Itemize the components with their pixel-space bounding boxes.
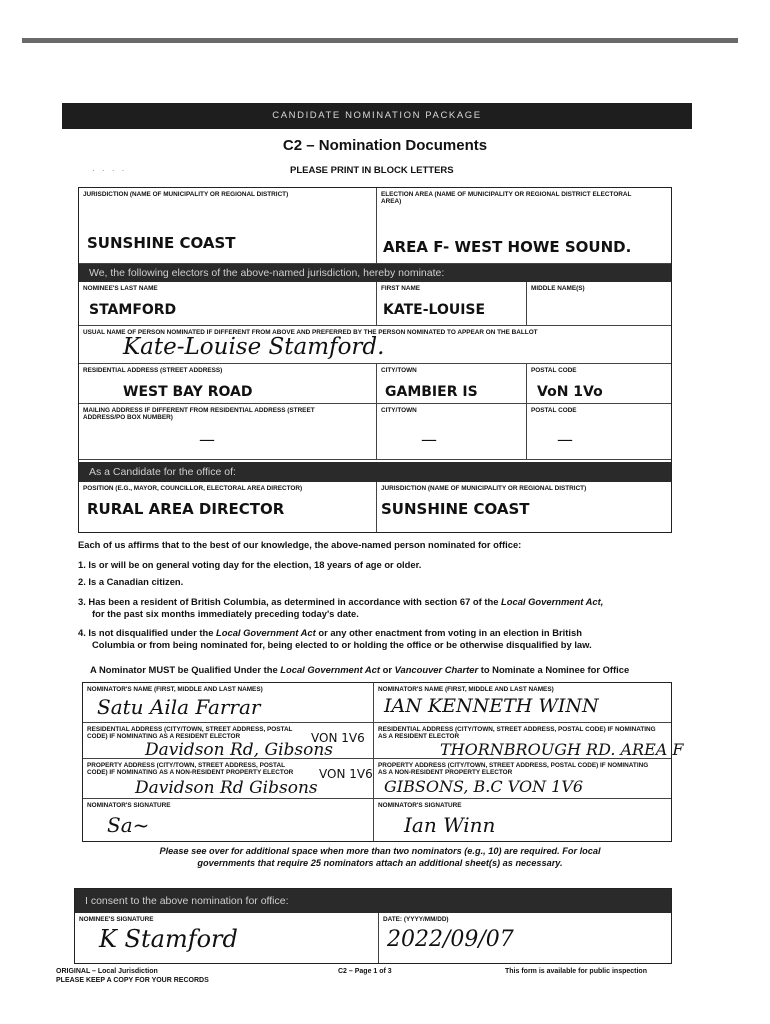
affirm-item-3 xyxy=(78,596,678,608)
nominee-form xyxy=(78,187,672,533)
nominator-2-signature: Ian Winn xyxy=(404,813,496,837)
middle-name-label: MIDDLE NAME(S) xyxy=(531,285,585,292)
nominator-1-res-label: RESIDENTIAL ADDRESS (CITY/TOWN, STREET ADDRESS, POSTAL CODE) IF NOMINATING AS A RESIDENT ELECTOR xyxy=(87,726,293,741)
affirm-item-4-start: 4. Is not disqualified under the xyxy=(78,627,217,638)
nominator-1-prop-postal: VON 1V6 xyxy=(319,767,373,781)
position-cell xyxy=(79,482,377,532)
nominee-signature: K Stamford xyxy=(99,925,238,953)
affirm-item-4-end: Columbia or from being nominated for, being elected to or holding the office or be otherwise disqualified by law. xyxy=(92,639,592,650)
election-area-value: AREA F- WEST HOWE SOUND. xyxy=(383,238,632,256)
affirm-item-4-mid: or any other enactment from voting in an election in British xyxy=(315,627,582,638)
consent-date-cell xyxy=(379,913,671,963)
jurisdiction-cell xyxy=(79,188,377,263)
mailing-city-label: CITY/TOWN xyxy=(381,407,417,414)
affirm-intro: Each of us affirms that to the best of our knowledge, the above-named person nominated for office: xyxy=(78,539,522,550)
consent-date-label: DATE: (YYYY/MM/DD) xyxy=(383,916,449,923)
consent-row xyxy=(75,913,671,963)
nominator-2-sig-row xyxy=(374,799,671,841)
nominator-1-prop-label: PROPERTY ADDRESS (CITY/TOWN, STREET ADDRESS, POSTAL CODE) IF NOMINATING AS A NON-RESIDENT PROPERTY ELECTOR xyxy=(87,762,294,777)
nominator-2-name-label: NOMINATOR'S NAME (FIRST, MIDDLE AND LAST NAMES) xyxy=(378,686,554,693)
usual-name-label: USUAL NAME OF PERSON NOMINATED IF DIFFERENT FROM ABOVE AND PREFERRED BY THE PERSON NOMINATED TO APPEAR ON THE BALLOT xyxy=(83,329,538,336)
nominator-1-name: Satu Aila Farrar xyxy=(97,695,261,719)
mailing-postal-cell xyxy=(527,404,673,459)
postal-value: VoN 1Vo xyxy=(537,384,603,400)
faint-scan-text: · · · · xyxy=(92,165,127,176)
nominator-2-prop-row xyxy=(374,759,671,799)
residential-address-cell xyxy=(79,364,377,403)
footer-left xyxy=(56,967,209,986)
middle-name-cell xyxy=(527,282,673,325)
nominator-heading-a: A Nominator MUST be Qualified Under the xyxy=(90,664,281,675)
footer-original: ORIGINAL – Local Jurisdiction xyxy=(56,968,158,975)
nominator-heading-act: Local Government Act xyxy=(280,664,380,675)
affirm-item-3-act: Local Government Act, xyxy=(501,596,604,607)
jurisdiction-row xyxy=(79,188,671,279)
nominee-signature-cell xyxy=(75,913,379,963)
nominator-2-prop-label: PROPERTY ADDRESS (CITY/TOWN, STREET ADDRESS, POSTAL CODE) IF NOMINATING AS A NON-RESIDENT PROPERTY ELECTOR xyxy=(378,762,649,777)
city-value: GAMBIER IS xyxy=(385,384,478,400)
election-area-label: ELECTION AREA (NAME OF MUNICIPALITY OR REGIONAL DISTRICT ELECTORAL AREA) xyxy=(381,191,632,206)
affirm-item-4 xyxy=(78,627,678,639)
nominator-2-prop: GIBSONS, B.C VON 1V6 xyxy=(384,777,584,796)
footer-public: This form is available for public inspection xyxy=(505,968,647,975)
nominator-1-sig-row xyxy=(83,799,373,841)
position-row xyxy=(79,482,671,532)
mailing-city-cell xyxy=(377,404,527,459)
last-name-cell xyxy=(79,282,377,325)
nominator-2-sig-label: NOMINATOR'S SIGNATURE xyxy=(378,802,462,809)
mailing-address-cell xyxy=(79,404,377,459)
print-instruction: PLEASE PRINT IN BLOCK LETTERS xyxy=(290,165,454,176)
additional-space-note-line-2: governments that require 25 nominators attach an additional sheet(s) as necessary. xyxy=(197,857,563,868)
nominator-2-res-label: RESIDENTIAL ADDRESS (CITY/TOWN, STREET ADDRESS, POSTAL CODE) IF NOMINATING AS A RESIDENT ELECTOR xyxy=(378,726,656,741)
position-label: POSITION (E.G., MAYOR, COUNCILLOR, ELECTORAL AREA DIRECTOR) xyxy=(83,485,303,492)
affirm-item-4-act: Local Government Act xyxy=(216,627,316,638)
usual-name-value: Kate-Louise Stamford. xyxy=(123,334,385,360)
affirm-item-3-end: for the past six months immediately preceding today's date. xyxy=(92,608,359,619)
mailing-city-value: — xyxy=(421,430,437,449)
city-cell xyxy=(377,364,527,403)
nominator-heading xyxy=(90,664,629,675)
additional-space-note xyxy=(80,846,680,870)
position-value: RURAL AREA DIRECTOR xyxy=(87,500,285,518)
nominator-heading-b: or xyxy=(379,664,395,675)
nominator-1-res: Davidson Rd, Gibsons xyxy=(145,740,334,760)
package-banner: CANDIDATE NOMINATION PACKAGE xyxy=(62,103,692,129)
nominator-heading-charter: Vancouver Charter xyxy=(394,664,479,675)
residential-address-value: WEST BAY ROAD xyxy=(123,384,253,400)
nominator-heading-c: to Nominate a Nominee for Office xyxy=(478,664,630,675)
affirm-item-1: 1. Is or will be on general voting day for the election, 18 years of age or older. xyxy=(78,559,422,570)
last-name-value: STAMFORD xyxy=(89,302,177,318)
nominator-1-name-row xyxy=(83,683,373,723)
postal-cell xyxy=(527,364,673,403)
nominator-1-signature: Sa~ xyxy=(107,813,150,837)
nominator-2-res: THORNBROUGH RD. AREA F xyxy=(440,740,684,759)
nominators-table xyxy=(82,682,684,842)
residential-address-label: RESIDENTIAL ADDRESS (STREET ADDRESS) xyxy=(83,367,223,374)
additional-space-note-line-1: Please see over for additional space when more than two nominators (e.g., 10) are required. For local xyxy=(159,846,601,856)
first-name-cell xyxy=(377,282,527,325)
mailing-postal-label: POSTAL CODE xyxy=(531,407,577,414)
consent-band: I consent to the above nomination for office: xyxy=(75,889,671,913)
postal-label: POSTAL CODE xyxy=(531,367,577,374)
scan-edge-bar xyxy=(22,38,738,43)
mailing-address-value: — xyxy=(199,430,215,449)
affirm-item-2: 2. Is a Canadian citizen. xyxy=(78,576,184,587)
footer-page: C2 – Page 1 of 3 xyxy=(338,968,392,975)
nominator-1-res-postal: VON 1V6 xyxy=(311,731,365,745)
nominator-2-name: IAN KENNETH WINN xyxy=(384,695,599,717)
affirm-item-3-start: 3. Has been a resident of British Columbia, as determined in accordance with section 67 of the xyxy=(78,596,502,607)
consent-date: 2022/09/07 xyxy=(387,927,514,952)
nominator-1-sig-label: NOMINATOR'S SIGNATURE xyxy=(87,802,171,809)
consent-section xyxy=(74,888,672,964)
mailing-row xyxy=(79,404,671,460)
city-label: CITY/TOWN xyxy=(381,367,417,374)
election-area-cell xyxy=(377,188,673,263)
jurisdiction-label: JURISDICTION (NAME OF MUNICIPALITY OR REGIONAL DISTRICT) xyxy=(83,191,289,198)
first-name-value: KATE-LOUISE xyxy=(383,302,486,318)
nominator-1-prop: Davidson Rd Gibsons xyxy=(135,778,318,798)
residential-row xyxy=(79,364,671,404)
first-name-label: FIRST NAME xyxy=(381,285,421,292)
nominator-1-name-label: NOMINATOR'S NAME (FIRST, MIDDLE AND LAST NAMES) xyxy=(87,686,263,693)
nominee-name-row xyxy=(79,282,671,326)
mailing-address-label: MAILING ADDRESS IF DIFFERENT FROM RESIDENTIAL ADDRESS (STREET ADDRESS/PO BOX NUMBER) xyxy=(83,407,315,422)
position-jurisdiction-cell xyxy=(377,482,673,532)
position-jurisdiction-value: SUNSHINE COAST xyxy=(381,500,530,518)
usual-name-row xyxy=(79,326,671,364)
nominator-1-res-row xyxy=(83,723,373,759)
footer-keep-copy: PLEASE KEEP A COPY FOR YOUR RECORDS xyxy=(56,977,209,985)
candidate-band: As a Candidate for the office of: xyxy=(79,462,671,482)
nominator-2-name-row xyxy=(374,683,671,723)
document-title: C2 – Nomination Documents xyxy=(282,137,488,154)
last-name-label: NOMINEE'S LAST NAME xyxy=(83,285,158,292)
mailing-postal-value: — xyxy=(557,430,573,449)
nominee-signature-label: NOMINEE'S SIGNATURE xyxy=(79,916,154,923)
nominator-2-res-row xyxy=(374,723,684,759)
nominator-1-prop-row xyxy=(83,759,373,799)
position-jurisdiction-label: JURISDICTION (NAME OF MUNICIPALITY OR REGIONAL DISTRICT) xyxy=(381,485,587,492)
electors-band: We, the following electors of the above-named jurisdiction, hereby nominate: xyxy=(79,264,671,282)
jurisdiction-value: SUNSHINE COAST xyxy=(87,234,236,252)
